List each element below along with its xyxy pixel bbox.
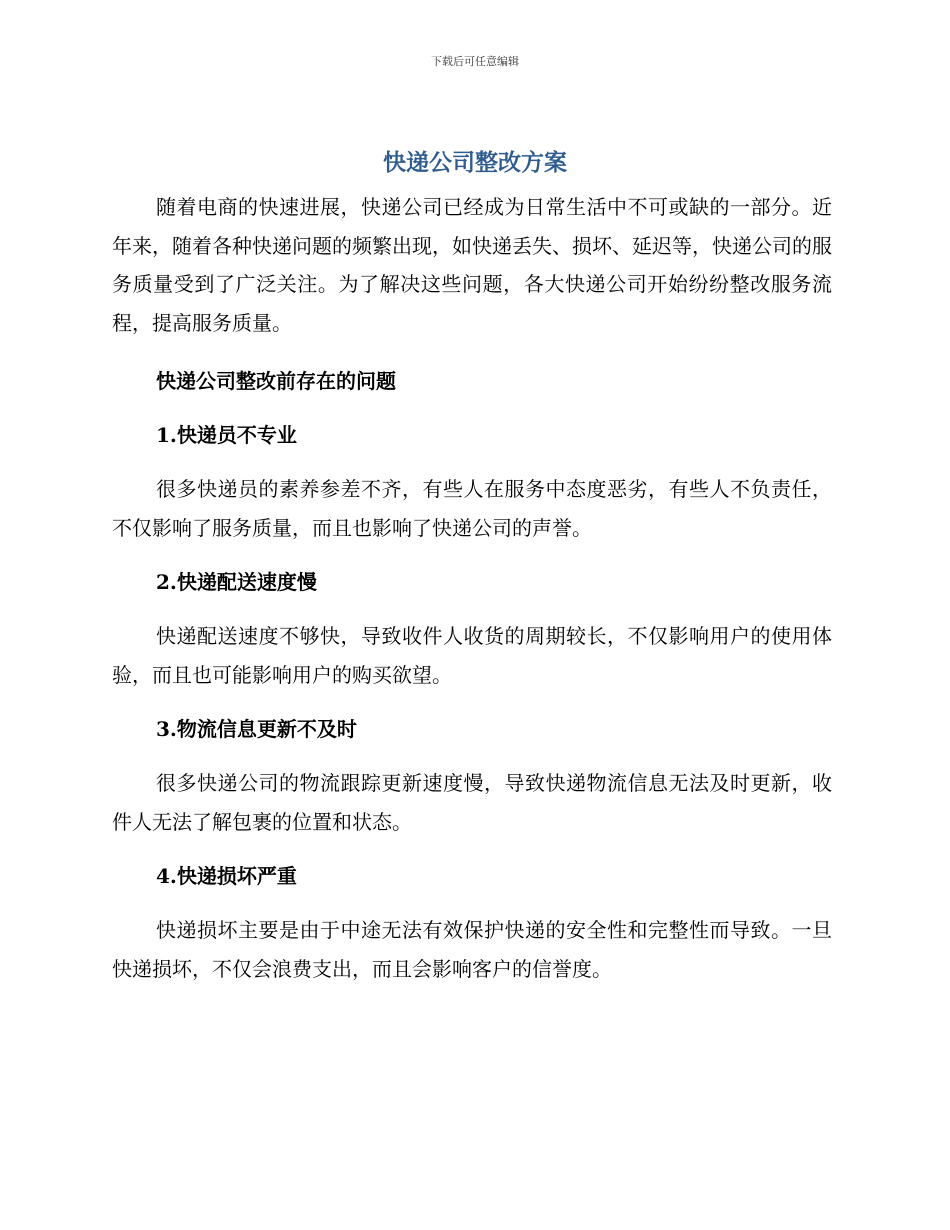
spacer	[112, 454, 832, 470]
spacer	[112, 694, 832, 710]
intro-paragraph: 随着电商的快速进展，快递公司已经成为日常生活中不可或缺的一部分。近年来，随着各种快递问题的频繁出现，如快递丢失、损坏、延迟等，快递公司的服务质量受到了广泛关注。为了解决这些问题，各大快递公司开始纷纷整改服务流程，提高服务质量。	[112, 195, 832, 335]
problem-3-heading: 3.物流信息更新不及时	[156, 717, 357, 741]
problem-3-text: 很多快递公司的物流跟踪更新速度慢，导致快递物流信息无法及时更新，收件人无法了解包裹的位置和状态。	[112, 771, 832, 834]
problem-4-text: 快递损坏主要是由于中途无法有效保护快递的安全性和完整性而导致。一旦快递损坏，不仅会浪费支出，而且会影响客户的信誉度。	[112, 918, 832, 981]
spacer	[112, 601, 832, 617]
document-title: 快递公司整改方案	[383, 150, 567, 176]
spacer	[112, 547, 832, 563]
spacer	[112, 342, 832, 362]
document-body	[112, 188, 832, 988]
section-heading: 快递公司整改前存在的问题	[156, 369, 396, 393]
spacer	[112, 400, 832, 416]
problem-1-heading: 1.快递员不专业	[156, 423, 297, 447]
problem-1-text: 很多快递员的素养参差不齐，有些人在服务中态度恶劣，有些人不负责任，不仅影响了服务质量，而且也影响了快递公司的声誉。	[112, 477, 832, 540]
problem-4-heading: 4.快递损坏严重	[156, 864, 297, 888]
spacer	[112, 841, 832, 857]
spacer	[112, 748, 832, 764]
header-note: 下载后可任意编辑	[431, 55, 519, 68]
problem-2-text: 快递配送速度不够快，导致收件人收货的周期较长，不仅影响用户的使用体验，而且也可能影响用户的购买欲望。	[112, 624, 832, 687]
spacer	[112, 895, 832, 911]
problem-2-heading: 2.快递配送速度慢	[156, 570, 317, 594]
